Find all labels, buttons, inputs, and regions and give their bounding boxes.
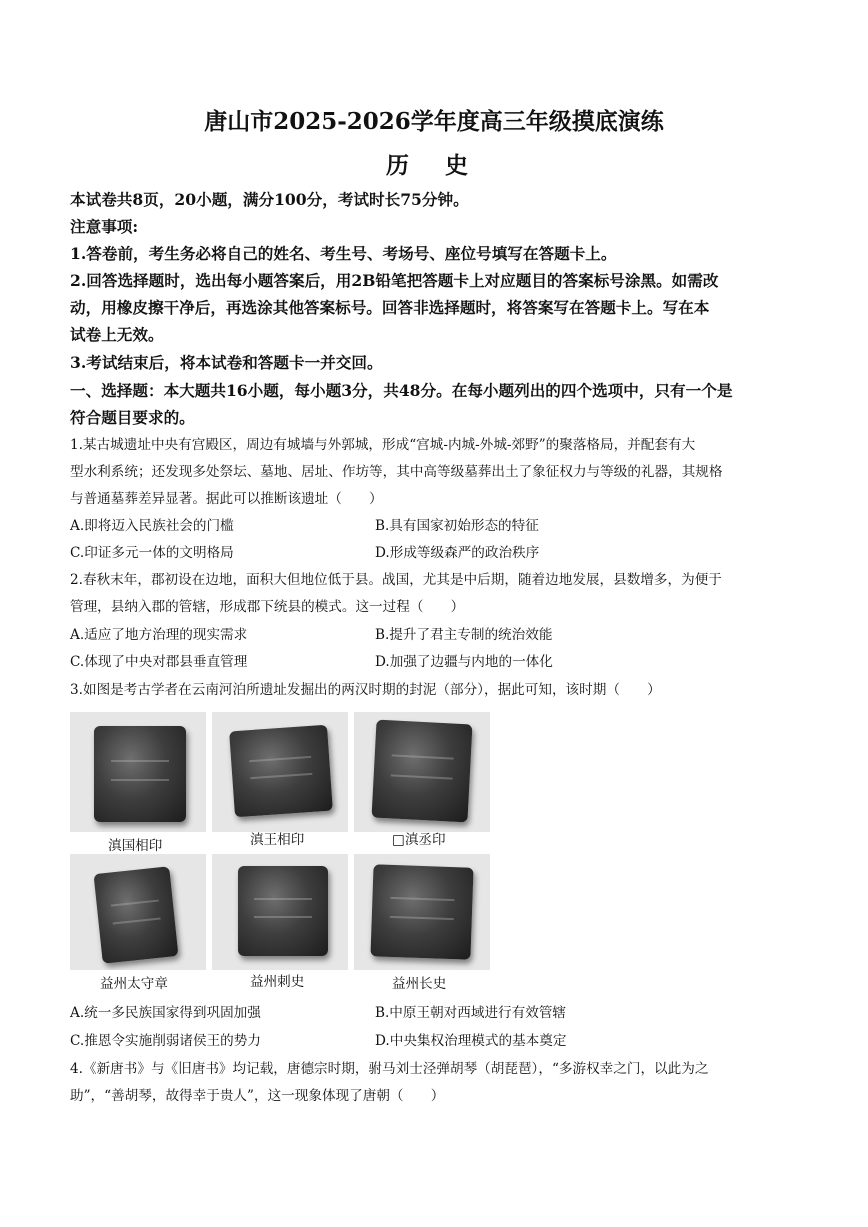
- q1-option-d: D.形成等级森严的政治秩序: [375, 545, 540, 561]
- q2-stem-line-2: 管理，县纳入郡的管辖，形成郡下统县的模式。这一过程（ ）: [70, 599, 465, 615]
- seal-photo-5: [212, 854, 348, 970]
- note-3: 3.考试结束后，将本试卷和答题卡一并交回。: [70, 353, 383, 372]
- seal-photo-3: [354, 712, 490, 832]
- note-2-line-3: 试卷上无效。: [70, 325, 164, 344]
- notes-title: 注意事项:: [70, 217, 139, 236]
- q2-option-d: D.加强了边疆与内地的一体化: [375, 654, 553, 670]
- seal-photo-6: [354, 854, 490, 970]
- subject-title: 历 史: [385, 152, 482, 179]
- seal-caption-6: 益州长史: [392, 976, 447, 992]
- q3-option-a: A.统一多民族国家得到巩固加强: [70, 1005, 261, 1021]
- q1-option-c: C.印证多元一体的文明格局: [70, 545, 234, 561]
- q2-option-b: B.提升了君主专制的统治效能: [375, 627, 553, 643]
- q2-stem-line-1: 2.春秋末年，郡初设在边地，面积大但地位低于县。战国，尤其是中后期，随着边地发展，县数增多，为便于: [70, 572, 722, 588]
- q3-stem-line-1: 3.如图是考古学者在云南河泊所遗址发掘出的两汉时期的封泥（部分），据此可知，该时期（ ）: [70, 682, 661, 698]
- q4-stem-line-1: 4.《新唐书》与《旧唐书》均记载，唐德宗时期，驸马刘士泾弹胡琴（胡琵琶），“多游权幸之门，以此为之: [70, 1061, 709, 1077]
- seal-photo-2: [212, 712, 348, 832]
- seal-caption-5: 益州刺史: [250, 974, 305, 990]
- q1-option-a: A.即将迈入民族社会的门槛: [70, 518, 234, 534]
- q3-option-c: C.推恩令实施削弱诸侯王的势力: [70, 1033, 261, 1049]
- seal-caption-4: 益州太守章: [100, 976, 168, 992]
- q1-stem-line-3: 与普通墓葬差异显著。据此可以推断该遗址（ ）: [70, 491, 383, 507]
- q1-option-b: B.具有国家初始形态的特征: [375, 518, 539, 534]
- q1-stem-line-2: 型水利系统；还发现多处祭坛、墓地、居址、作坊等，其中高等级墓葬出土了象征权力与等级的礼器，其规格: [70, 464, 723, 480]
- note-1: 1.答卷前，考生务必将自己的姓名、考生号、考场号、座位号填写在答题卡上。: [70, 244, 617, 263]
- note-2-line-1: 2.回答选择题时，选出每小题答案后，用2B铅笔把答题卡上对应题目的答案标号涂黑。如需改: [70, 271, 719, 290]
- q2-option-a: A.适应了地方治理的现实需求: [70, 627, 248, 643]
- q2-option-c: C.体现了中央对郡县垂直管理: [70, 654, 248, 670]
- exam-title: 唐山市2025-2026学年度高三年级摸底演练: [204, 108, 664, 135]
- seal-photo-1: [70, 712, 206, 832]
- section-1-line-1: 一、选择题：本大题共16小题，每小题3分，共48分。在每小题列出的四个选项中，只有一个是: [70, 381, 733, 400]
- seal-caption-3: □滇丞印: [392, 832, 446, 848]
- q4-stem-line-2: 助”，“善胡琴，故得幸于贵人”，这一现象体现了唐朝（ ）: [70, 1088, 445, 1104]
- q3-option-d: D.中央集权治理模式的基本奠定: [375, 1033, 567, 1049]
- note-2-line-2: 动，用橡皮擦干净后，再选涂其他答案标号。回答非选择题时，将答案写在答题卡上。写在本: [70, 298, 710, 317]
- seal-caption-1: 滇国相印: [108, 838, 163, 854]
- q1-stem-line-1: 1.某古城遗址中央有宫殿区，周边有城墙与外郭城，形成“宫城-内城-外城-郊野”的聚落格局，并配套有大: [70, 437, 696, 453]
- seal-caption-2: 滇王相印: [250, 832, 305, 848]
- seal-photo-4: [70, 854, 206, 970]
- section-1-line-2: 符合题目要求的。: [70, 408, 195, 427]
- q3-option-b: B.中原王朝对西域进行有效管辖: [375, 1005, 567, 1021]
- exam-intro: 本试卷共8页，20小题，满分100分，考试时长75分钟。: [70, 190, 469, 209]
